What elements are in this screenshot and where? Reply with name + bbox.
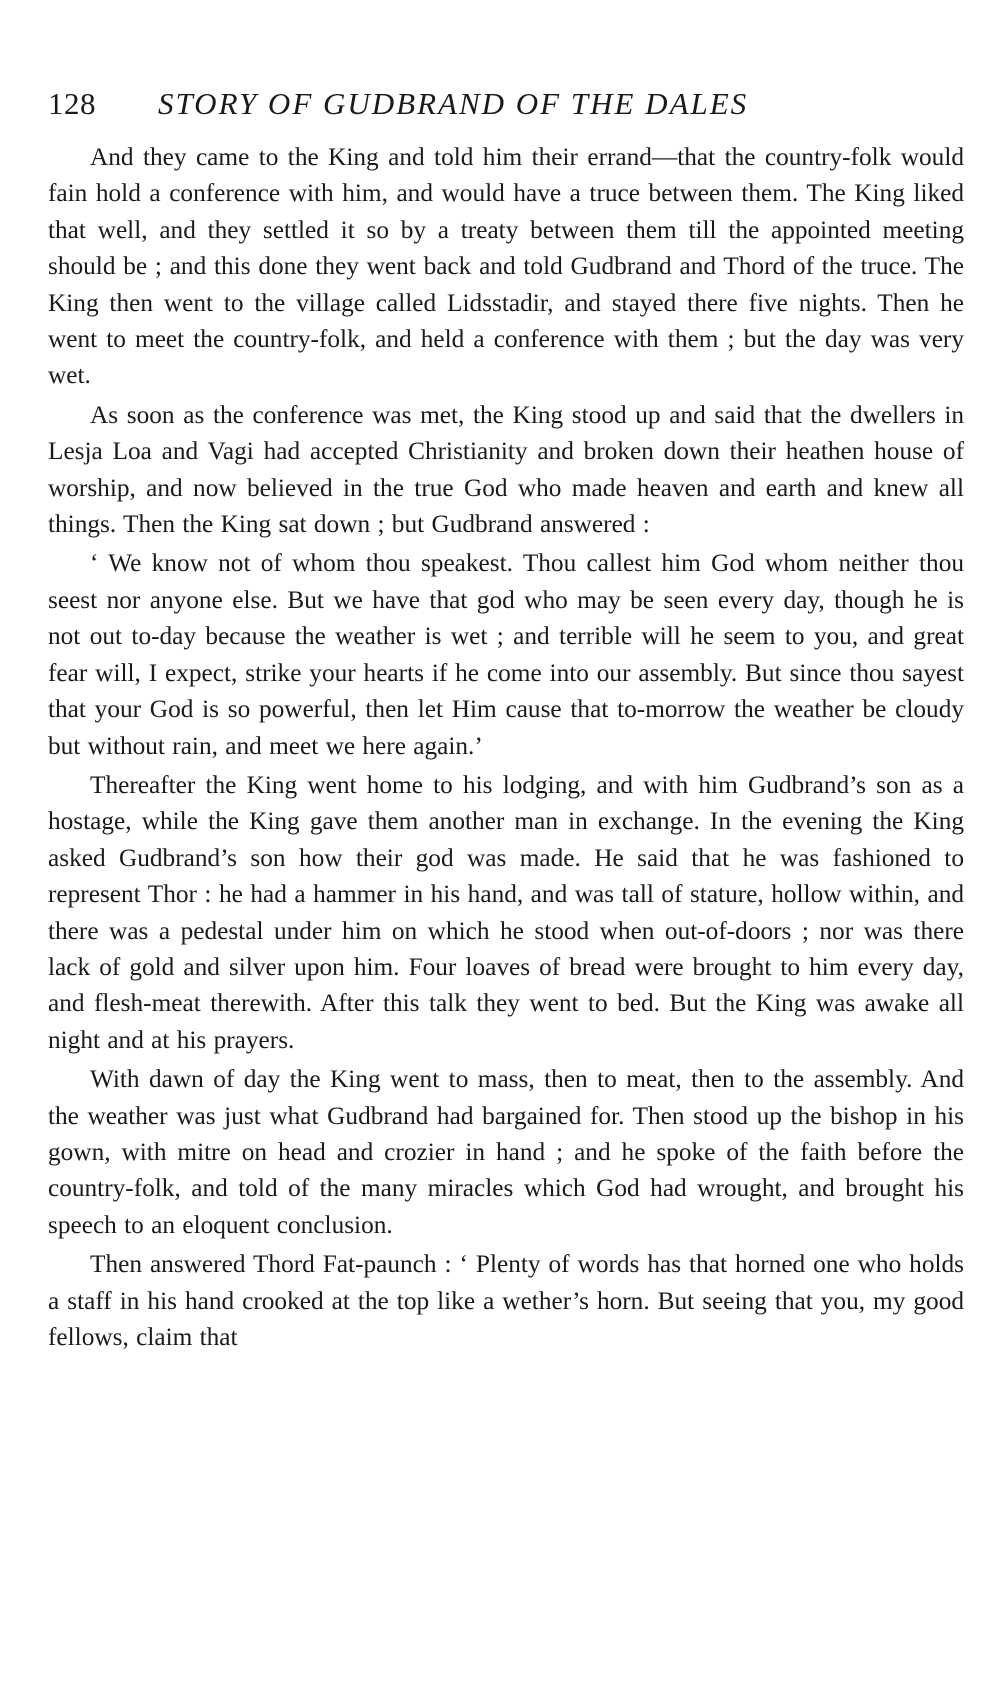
running-title: STORY OF GUDBRAND OF THE DALES (158, 86, 749, 121)
body-text (48, 139, 964, 1355)
paragraph-bishop-speech: With dawn of day the King went to mass, then to meat, then to the assembly. And the weather was just what Gudbrand had bargained for. Then stood up the bishop in his gown, with mitre on head and crozier in hand ; and he spoke of the faith before the country-folk, and told of the many miracles which God had wrought, and brought his speech to an eloquent conclusion. (48, 1065, 964, 1239)
page-number: 128 (48, 86, 96, 121)
running-head (48, 86, 964, 136)
paragraph-thord-answer: Then answered Thord Fat-paunch : ‘ Plenty of words has that horned one who holds a staff in his hand crooked at the top like a wether’s horn. But seeing that you, my good fellows, claim that (48, 1250, 964, 1351)
book-page (48, 86, 964, 1358)
paragraph-gudbrand-reply: ‘ We know not of whom thou speakest. Thou callest him God whom neither thou seest nor anyone else. But we have that god who may be seen every day, though he is not out to-day because the weather is wet ; and terrible will he seem to you, and great fear will, I expect, strike your hearts if he come into our assembly. But since thou sayest that your God is so powerful, then let Him cause that to-morrow the weather be cloudy but without rain, and meet we here again.’ (48, 549, 964, 760)
paragraph-truce: And they came to the King and told him their errand—that the country-folk would fain hold a conference with him, and would have a truce between them. The King liked that well, and they settled it so by a treaty between them till the appointed meeting should be ; and this done they went back and told Gudbrand and Thord of the truce. The King then went to the village called Lidsstadir, and stayed there five nights. Then he went to meet the country-folk, and held a conference with them ; but the day was very wet. (48, 143, 964, 390)
paragraph-king-speech: As soon as the conference was met, the King stood up and said that the dwellers in Lesja Loa and Vagi had accepted Christianity and broken down their heathen house of worship, and now believed in the true God who made heaven and earth and knew all things. Then the King sat down ; but Gudbrand answered : (48, 400, 964, 539)
paragraph-thor-description: Thereafter the King went home to his lodging, and with him Gudbrand’s son as a hostage, while the King gave them another man in exchange. In the evening the King asked Gudbrand’s son how their god was made. He said that he was fashioned to represent Thor : he had a hammer in his hand, and was tall of stature, hollow within, and there was a pedestal under him on which he stood when out-of-doors ; nor was there lack of gold and silver upon him. Four loaves of bread were brought to him every day, and flesh-meat therewith. After this talk they went to bed. But the King was awake all night and at his prayers. (48, 770, 964, 1054)
